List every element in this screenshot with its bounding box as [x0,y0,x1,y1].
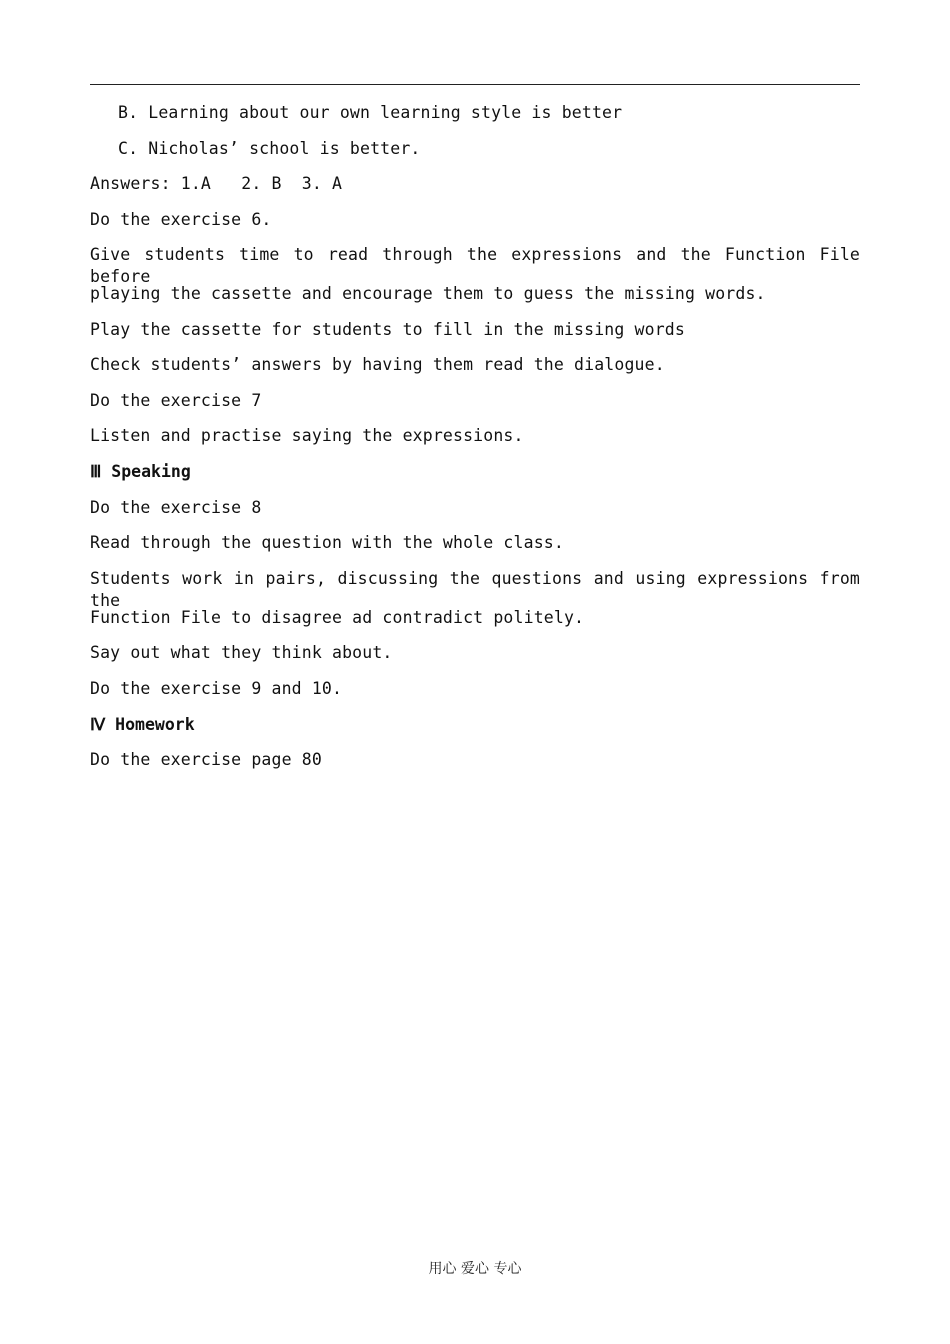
page-footer: 用心 爱心 专心 [428,1261,522,1277]
exercise-9-10-line: Do the exercise 9 and 10. [90,679,343,698]
paragraph-line: Function File to disagree ad contradict politely. [90,608,585,627]
exercise-7-line: Do the exercise 7 [90,391,262,410]
exercise-8-line: Do the exercise 8 [90,498,262,517]
paragraph-line: Read through the question with the whole class. [90,533,564,552]
paragraph-line: Check students’ answers by having them read the dialogue. [90,355,665,374]
option-c-line: C. Nicholas’ school is better. [118,139,421,158]
section-heading-speaking: Ⅲ Speaking [90,462,191,481]
section-heading-homework: Ⅳ Homework [90,715,195,734]
paragraph-line: Play the cassette for students to fill in the missing words [90,320,685,339]
header-rule [90,84,860,85]
homework-line: Do the exercise page 80 [90,750,322,769]
paragraph-line: Listen and practise saying the expressions. [90,426,524,445]
paragraph-line: Students work in pairs, discussing the questions and using expressions from the [90,569,860,610]
paragraph-line: Say out what they think about. [90,643,393,662]
paragraph-line: playing the cassette and encourage them to guess the missing words. [90,284,766,303]
exercise-6-line: Do the exercise 6. [90,210,272,229]
answers-line: Answers: 1.A 2. B 3. A [90,174,343,193]
paragraph-line: Give students time to read through the expressions and the Function File before [90,245,860,286]
option-b-line: B. Learning about our own learning style is better [118,103,623,122]
